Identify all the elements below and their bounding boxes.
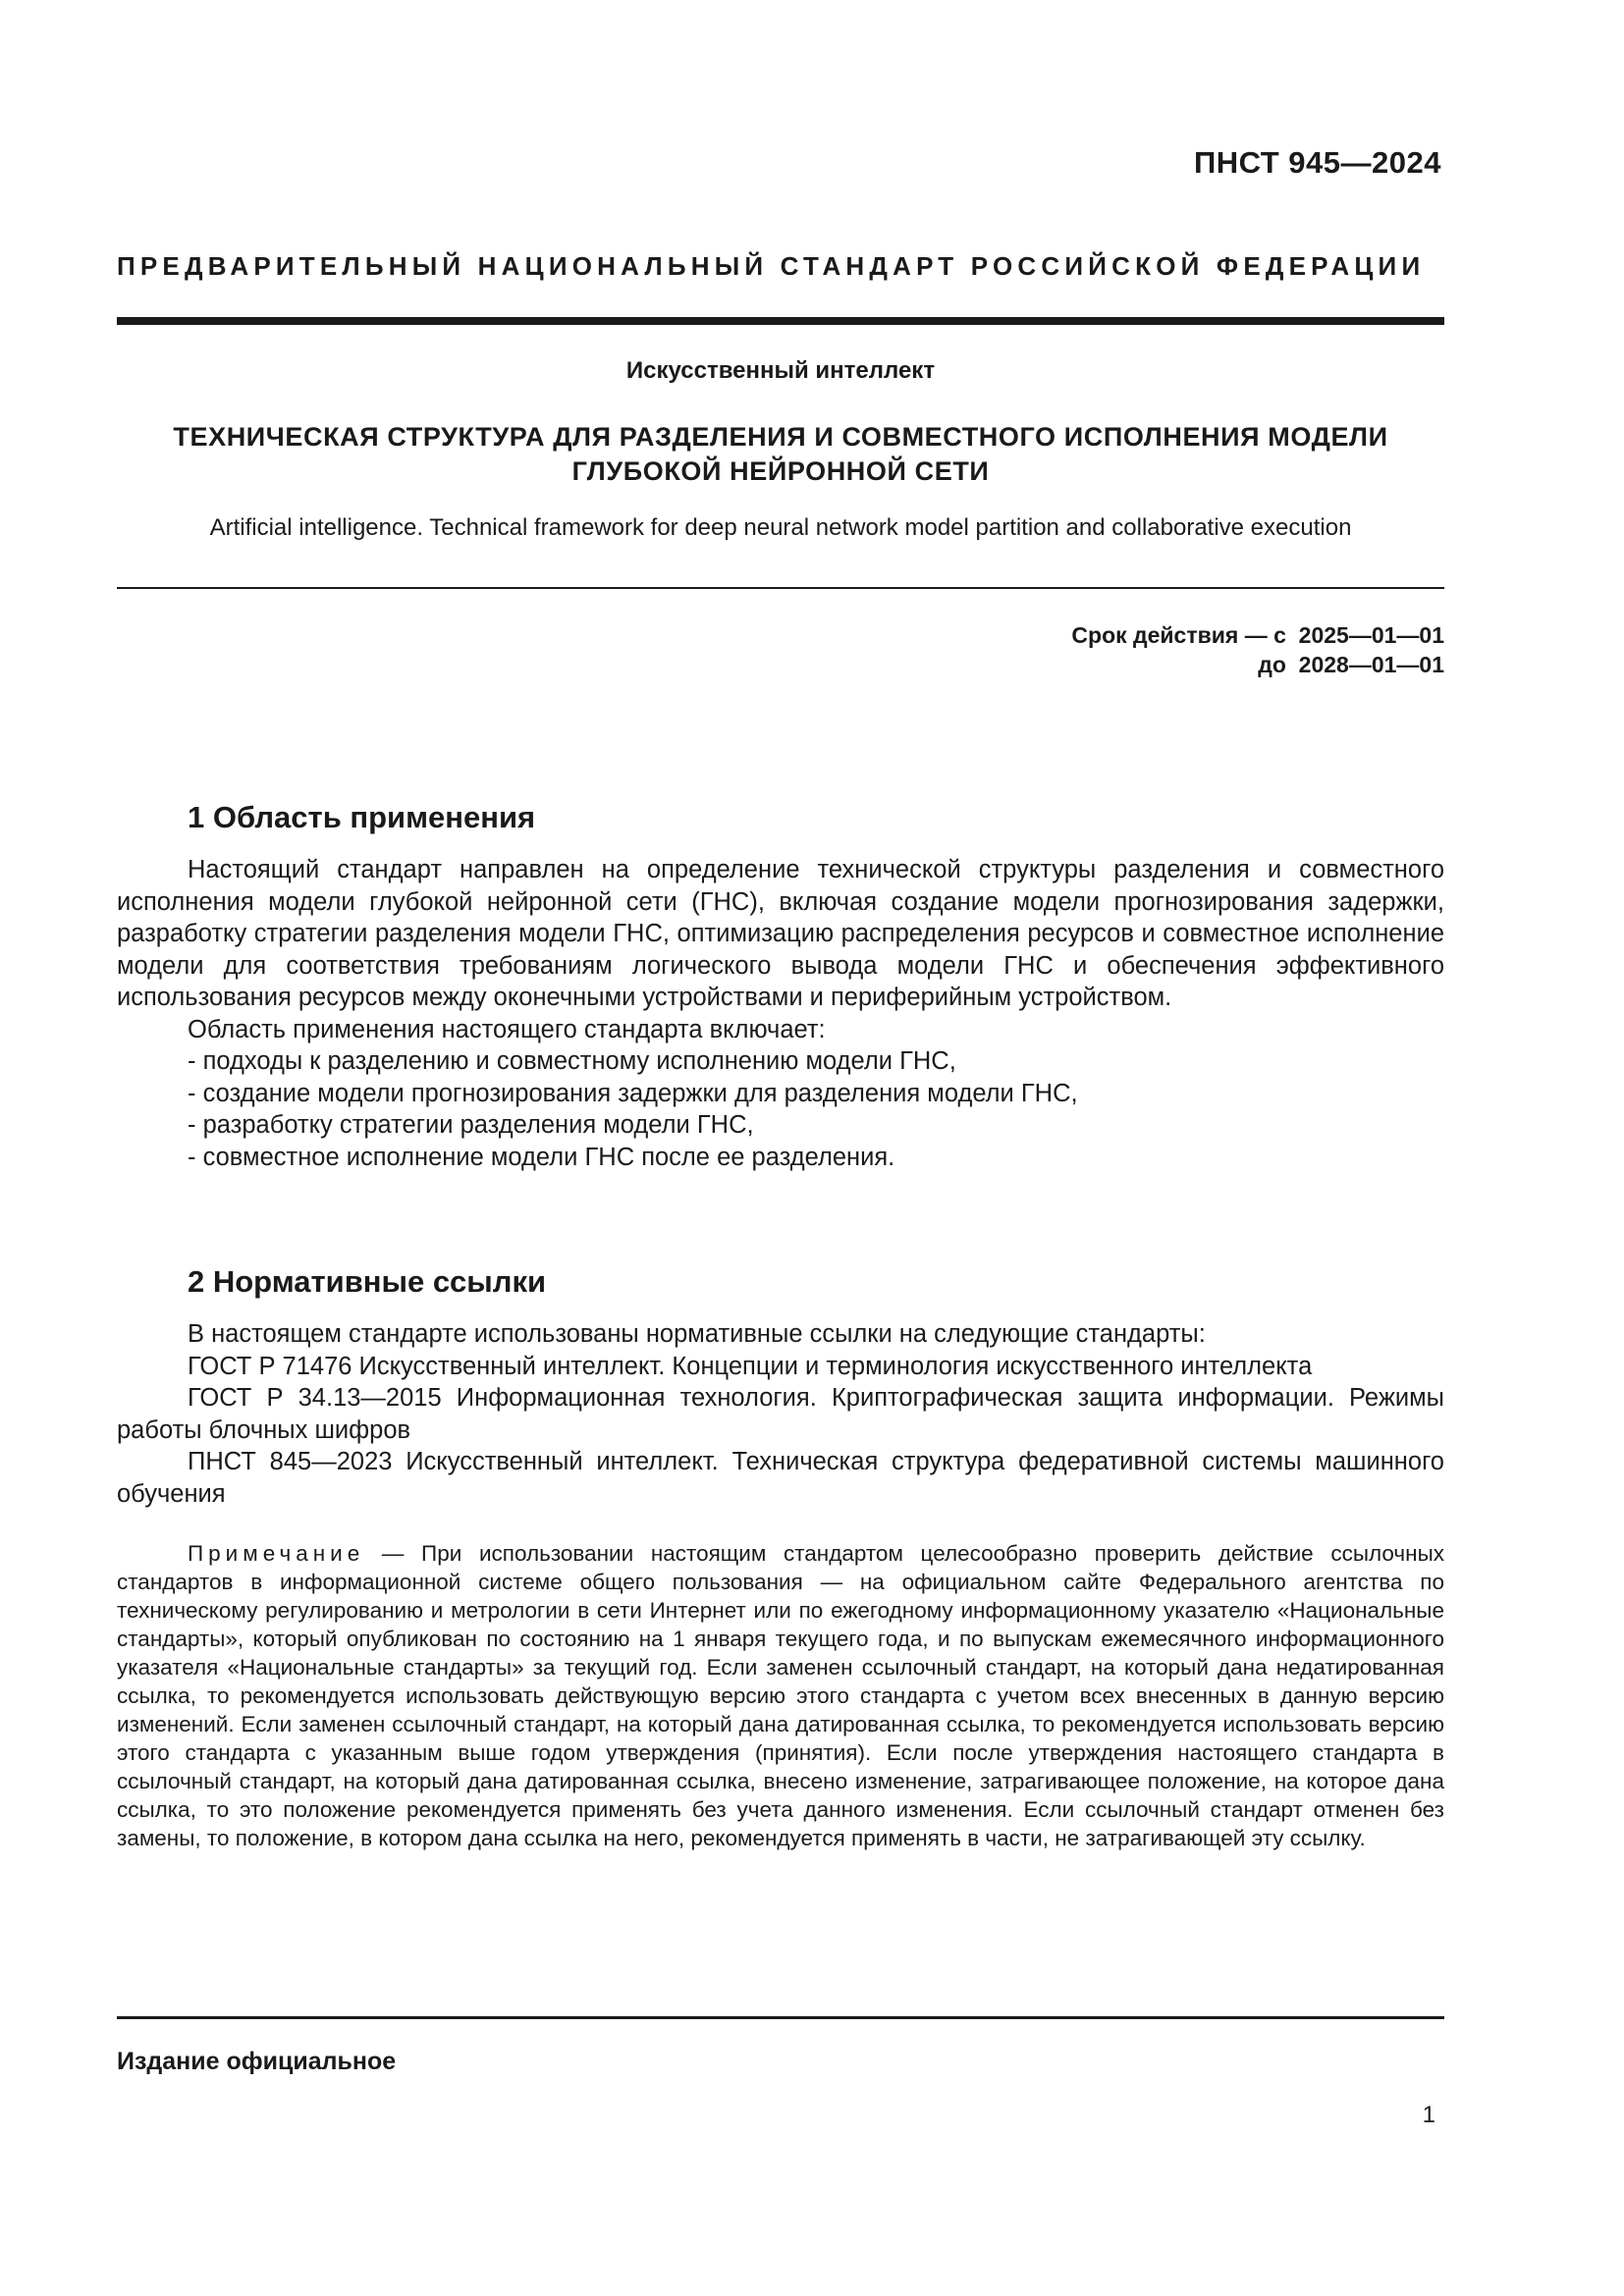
note-text: — При использовании настоящим стандартом целесообразно проверить действие ссылочных стандартов в информационной системе общего пользования — на официальном сайте Федерального агентства по техническому регулированию и метрологии в сети Интернет или по ежегодному информационному указателю «Национальные стандарты», который опубликован по состоянию на 1 января текущего года, и по выпускам ежемесячного информационного указателя «Национальные стандарты» за текущий год. Если заменен ссылочный стандарт, на который дана недатированная ссылка, то рекомендуется использовать действующую версию этого стандарта с учетом всех внесенных в данную версию изменений. Если заменен ссылочный стандарт, на который дана датированная ссылка, то рекомендуется использовать версию этого стандарта с указанным выше годом утверждения (принятия). Если после утверждения настоящего стандарта в ссылочный стандарт, на который дана датированная ссылка, внесено изменение, затрагивающее положение, на которое дана ссылка, то это положение рекомендуется применять без учета данного изменения. Если ссылочный стандарт отменен без замены, то положение, в котором дана ссылка на него, рекомендуется применять в части, не затрагивающей эту ссылку.: [117, 1541, 1444, 1850]
note-paragraph: [117, 1539, 1444, 1852]
list-item: - создание модели прогнозирования задержки для разделения модели ГНС,: [188, 1079, 1078, 1107]
title-divider: [117, 587, 1444, 589]
validity-from-row: [1071, 620, 1444, 650]
edition-label: Издание официальное: [117, 2048, 397, 2075]
main-title: [117, 420, 1444, 489]
section-1-body: [117, 854, 1444, 1173]
validity-to-row: [1071, 650, 1444, 679]
note-block: [117, 1539, 1444, 1852]
validity-to-label: до: [1258, 652, 1286, 677]
normative-reference: ПНСТ 845—2023 Искусственный интеллект. Техническая структура федеративной системы машинного обучения: [117, 1448, 1444, 1508]
footer-divider: [117, 2016, 1444, 2019]
section-1-paragraph-2: Область применения настоящего стандарта включает:: [188, 1015, 826, 1043]
standard-type-heading: ПРЕДВАРИТЕЛЬНЫЙ НАЦИОНАЛЬНЫЙ СТАНДАРТ РОССИЙСКОЙ ФЕДЕРАЦИИ: [117, 251, 1426, 281]
list-item: - совместное исполнение модели ГНС после ее разделения.: [188, 1143, 895, 1171]
note-label: Примечание: [188, 1541, 365, 1566]
normative-reference: ГОСТ Р 34.13—2015 Информационная технология. Криптографическая защита информации. Режимы работы блочных шифров: [117, 1384, 1444, 1444]
section-2-intro: В настоящем стандарте использованы нормативные ссылки на следующие стандарты:: [188, 1320, 1206, 1348]
document-code: ПНСТ 945—2024: [1193, 145, 1441, 180]
main-title-line-2: ГЛУБОКОЙ НЕЙРОННОЙ СЕТИ: [571, 456, 990, 486]
list-item: - подходы к разделению и совместному исполнению модели ГНС,: [188, 1047, 956, 1075]
main-title-line-1: ТЕХНИЧЕСКАЯ СТРУКТУРА ДЛЯ РАЗДЕЛЕНИЯ И СОВМЕСТНОГО ИСПОЛНЕНИЯ МОДЕЛИ: [173, 422, 1388, 452]
validity-from-date: 2025—01—01: [1298, 622, 1444, 648]
section-1-heading: 1 Область применения: [188, 800, 536, 834]
page-number: 1: [1422, 2102, 1435, 2128]
validity-period: [1071, 620, 1444, 679]
section-2-heading: 2 Нормативные ссылки: [188, 1264, 547, 1299]
section-2-body: [117, 1318, 1444, 1510]
english-title: Artificial intelligence. Technical framework for deep neural network model partition and collaborative execution: [209, 514, 1352, 541]
normative-reference: ГОСТ Р 71476 Искусственный интеллект. Концепции и терминология искусственного интеллекта: [188, 1352, 1313, 1380]
header-divider: [117, 317, 1444, 325]
validity-from-label: Срок действия — с: [1071, 622, 1286, 648]
topic-title: Искусственный интеллект: [625, 357, 936, 384]
section-1-paragraph-1: Настоящий стандарт направлен на определение технической структуры разделения и совместного исполнения модели глубокой нейронной сети (ГНС), включая создание модели прогнозирования задержки, разработку стратегии разделения модели ГНС, оптимизацию распределения ресурсов и совместное исполнение модели для соответствия требованиям логического вывода модели ГНС и обеспечения эффективного использования ресурсов между оконечными устройствами и периферийным устройством.: [117, 856, 1444, 1011]
list-item: - разработку стратегии разделения модели ГНС,: [188, 1111, 754, 1139]
validity-to-date: 2028—01—01: [1298, 652, 1444, 677]
